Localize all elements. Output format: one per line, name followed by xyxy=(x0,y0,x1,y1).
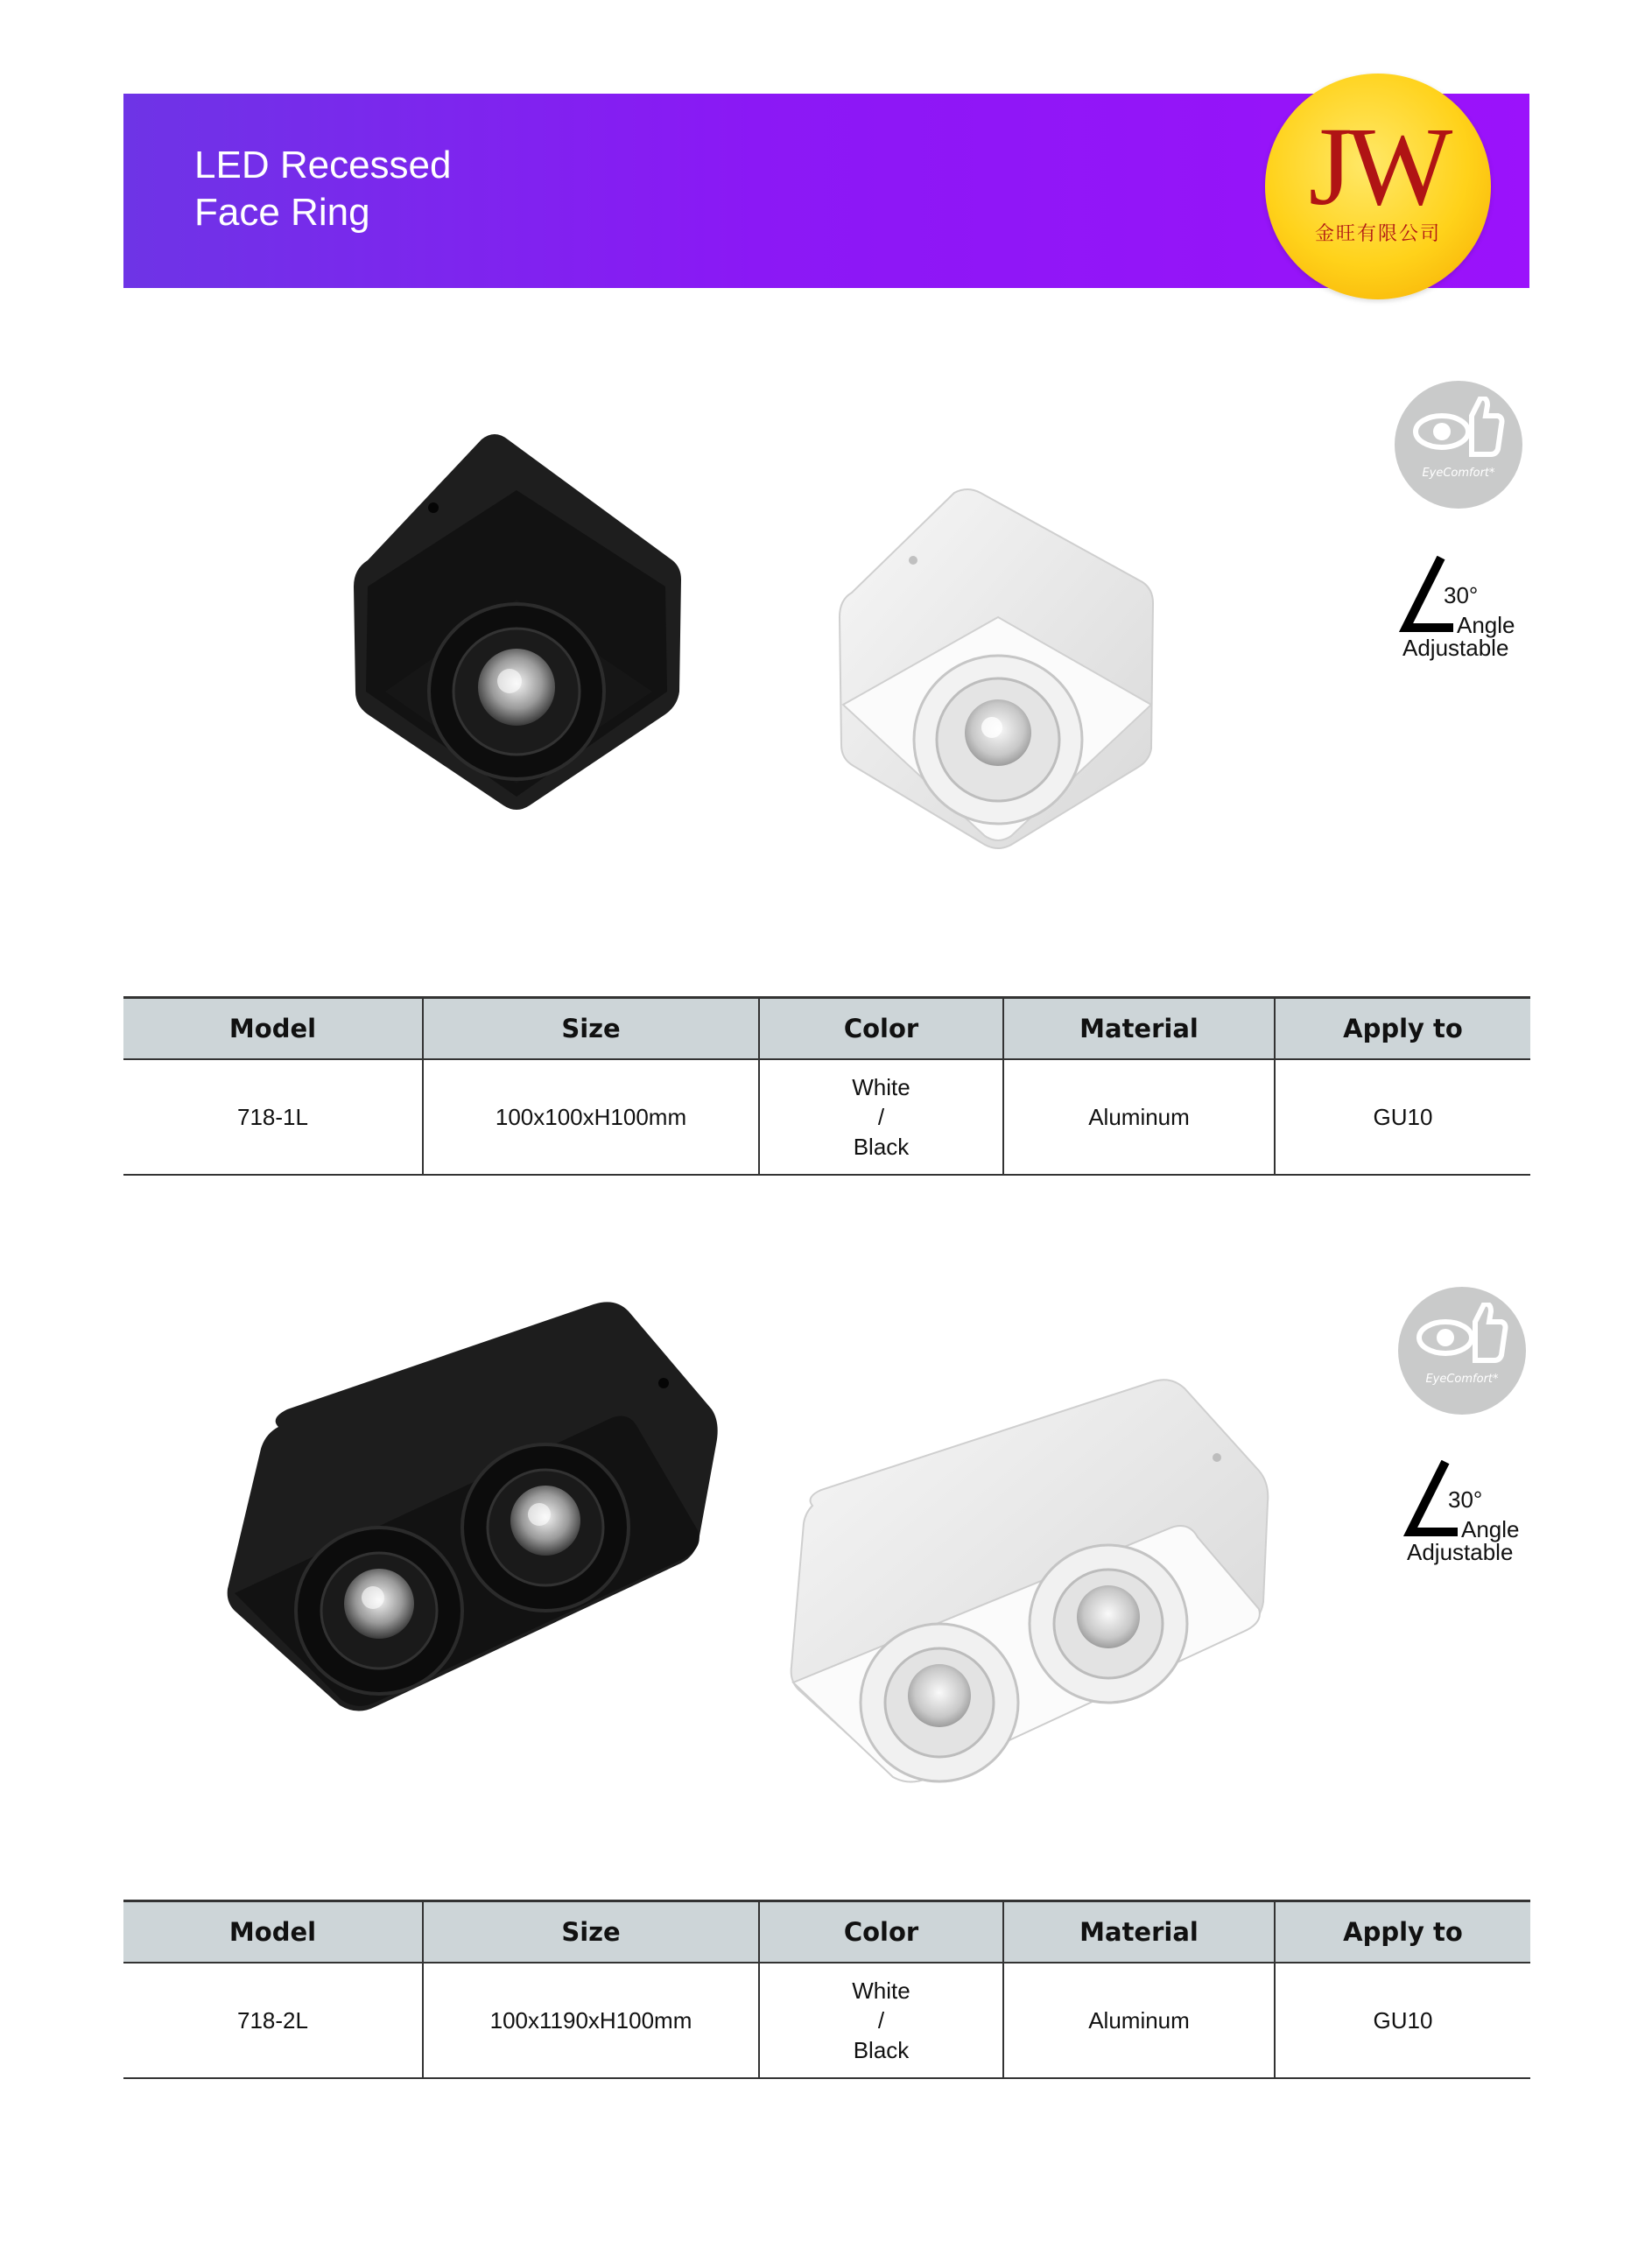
header-apply-to: Apply to xyxy=(1275,998,1530,1060)
eye-thumb-icon xyxy=(1414,1303,1510,1373)
table-header-row xyxy=(123,998,1530,1060)
title-line-1: LED Recessed xyxy=(194,144,452,186)
spec-table-2 xyxy=(123,1900,1530,2079)
header-model: Model xyxy=(123,998,423,1060)
adjustable-word: Adjustable xyxy=(1402,635,1509,661)
cell-material: Aluminum xyxy=(1003,1059,1275,1175)
logo-sub-text: 金旺有限公司 xyxy=(1314,223,1441,245)
title-line-2: Face Ring xyxy=(194,191,370,234)
table-header-row xyxy=(123,1901,1530,1964)
table-row xyxy=(123,1963,1530,2078)
single-black-downlight-image xyxy=(350,429,683,814)
color-line: Black xyxy=(853,2037,910,2063)
eye-comfort-label: EyeComfort* xyxy=(1422,467,1495,480)
color-line: White xyxy=(852,1978,910,2004)
color-line: / xyxy=(877,1104,885,1130)
cell-model: 718-1L xyxy=(123,1059,423,1175)
angle-degree: 30° xyxy=(1444,582,1479,608)
cell-apply-to: GU10 xyxy=(1275,1963,1530,2078)
table-row xyxy=(123,1059,1530,1175)
angle-word: Angle xyxy=(1457,612,1515,638)
eye-comfort-label: EyeComfort* xyxy=(1425,1373,1499,1386)
cell-apply-to: GU10 xyxy=(1275,1059,1530,1175)
header-material: Material xyxy=(1003,1901,1275,1964)
header-size: Size xyxy=(423,1901,759,1964)
cell-color xyxy=(759,1059,1003,1175)
jw-logo xyxy=(1265,74,1491,299)
cell-color xyxy=(759,1963,1003,2078)
eye-thumb-icon xyxy=(1410,397,1507,467)
angle-adjustable-badge xyxy=(1403,1460,1543,1574)
logo-main-text: JW xyxy=(1308,104,1448,228)
header-color: Color xyxy=(759,998,1003,1060)
header-model: Model xyxy=(123,1901,423,1964)
cell-material: Aluminum xyxy=(1003,1963,1275,2078)
spec-table-1 xyxy=(123,996,1530,1176)
cell-model: 718-2L xyxy=(123,1963,423,2078)
double-black-downlight-image xyxy=(226,1296,721,1716)
double-white-downlight-image xyxy=(786,1374,1276,1786)
angle-adjustable-badge xyxy=(1399,556,1539,670)
angle-word: Angle xyxy=(1461,1516,1520,1542)
cell-size: 100x1190xH100mm xyxy=(423,1963,759,2078)
color-line: Black xyxy=(853,1134,910,1160)
header-color: Color xyxy=(759,1901,1003,1964)
single-white-downlight-image xyxy=(836,486,1160,854)
header-apply-to: Apply to xyxy=(1275,1901,1530,1964)
angle-degree: 30° xyxy=(1448,1486,1483,1513)
color-line: White xyxy=(852,1074,910,1100)
adjustable-word: Adjustable xyxy=(1407,1539,1514,1565)
cell-size: 100x100xH100mm xyxy=(423,1059,759,1175)
eye-comfort-badge xyxy=(1398,1287,1526,1415)
header-material: Material xyxy=(1003,998,1275,1060)
page-title xyxy=(194,142,451,236)
header-size: Size xyxy=(423,998,759,1060)
color-line: / xyxy=(877,2007,885,2034)
eye-comfort-badge xyxy=(1395,381,1522,509)
